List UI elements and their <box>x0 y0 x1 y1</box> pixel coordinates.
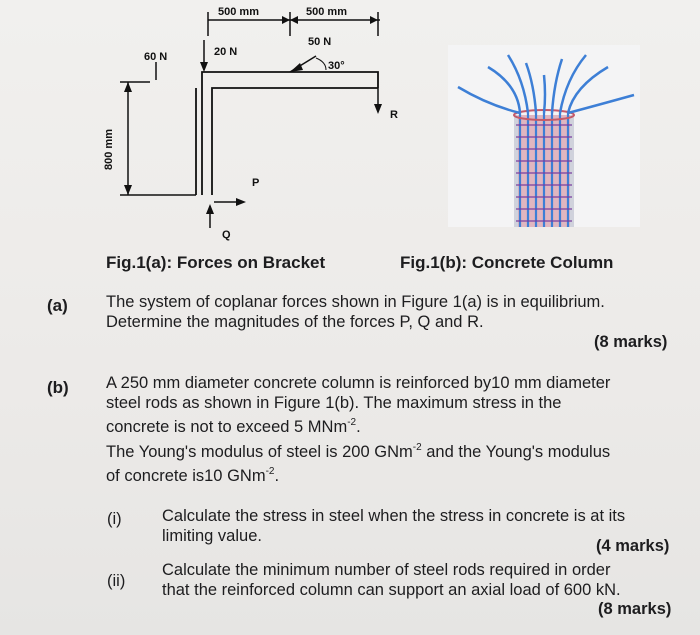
sub-question-ii-text <box>162 561 682 600</box>
question-b-line-4-exponent: -2 <box>412 441 422 453</box>
sub-question-i-marks: (4 marks) <box>596 537 670 555</box>
force-50n: 50 N <box>308 36 332 48</box>
dim-top-left: 500 mm <box>218 6 259 18</box>
label-r: R <box>390 109 398 121</box>
question-b-line-4-text: The Young's modulus of steel is 200 GNm <box>106 442 413 461</box>
question-b-line-1: A 250 mm diameter concrete column is reinforced by10 mm diameter <box>106 374 611 392</box>
sub-question-ii-label: (ii) <box>107 572 126 590</box>
angle-30: 30° <box>328 60 345 72</box>
label-q: Q <box>222 229 231 241</box>
figure-a-caption: Fig.1(a): Forces on Bracket <box>106 253 326 272</box>
sub-question-ii-marks: (8 marks) <box>598 600 672 618</box>
question-a-text <box>106 293 686 332</box>
question-b-line-5 <box>106 462 686 487</box>
concrete-column-image <box>448 45 640 227</box>
question-b-label: (b) <box>47 378 69 397</box>
sub-question-i-label: (i) <box>107 510 122 528</box>
question-b-line-4 <box>106 438 686 463</box>
question-b-line-4-end: and the Young's modulus <box>421 442 611 461</box>
sub-question-i-line-1: Calculate the stress in steel when the stress in concrete is at its <box>162 507 626 525</box>
sub-question-i-line-2: limiting value. <box>162 526 262 545</box>
question-b-line-5-text: of concrete is10 GNm <box>106 467 266 485</box>
question-b-text <box>106 374 686 487</box>
question-b-line-3-exponent: -2 <box>347 417 357 428</box>
question-a-label: (a) <box>47 296 68 315</box>
dim-left: 800 mm <box>103 129 115 170</box>
bracket-force-diagram <box>90 0 420 250</box>
question-a-line-2: Determine the magnitudes of the forces P, Q and R. <box>106 312 484 331</box>
figure-b-caption: Fig.1(b): Concrete Column <box>400 253 614 272</box>
label-p: P <box>252 177 260 189</box>
question-a-marks: (8 marks) <box>594 333 668 351</box>
question-b-line-5-end: . <box>274 467 280 485</box>
question-a-line-1: The system of coplanar forces shown in Figure 1(a) is in equilibrium. <box>106 293 605 311</box>
sub-question-ii-line-2: that the reinforced column can support an axial load of 600 kN. <box>162 580 621 599</box>
question-b-line-3 <box>106 413 686 438</box>
force-60n: 60 N <box>144 51 168 63</box>
question-b-line-2: steel rods as shown in Figure 1(b). The maximum stress in the <box>106 393 562 412</box>
dim-top-right: 500 mm <box>306 6 347 18</box>
question-b-line-3-text: concrete is not to exceed 5 MNm <box>106 418 348 436</box>
question-b-line-5-exponent: -2 <box>265 466 275 477</box>
question-b-line-3-end: . <box>356 418 361 436</box>
force-20n: 20 N <box>214 46 238 58</box>
sub-question-ii-line-1: Calculate the minimum number of steel rods required in order <box>162 561 611 579</box>
